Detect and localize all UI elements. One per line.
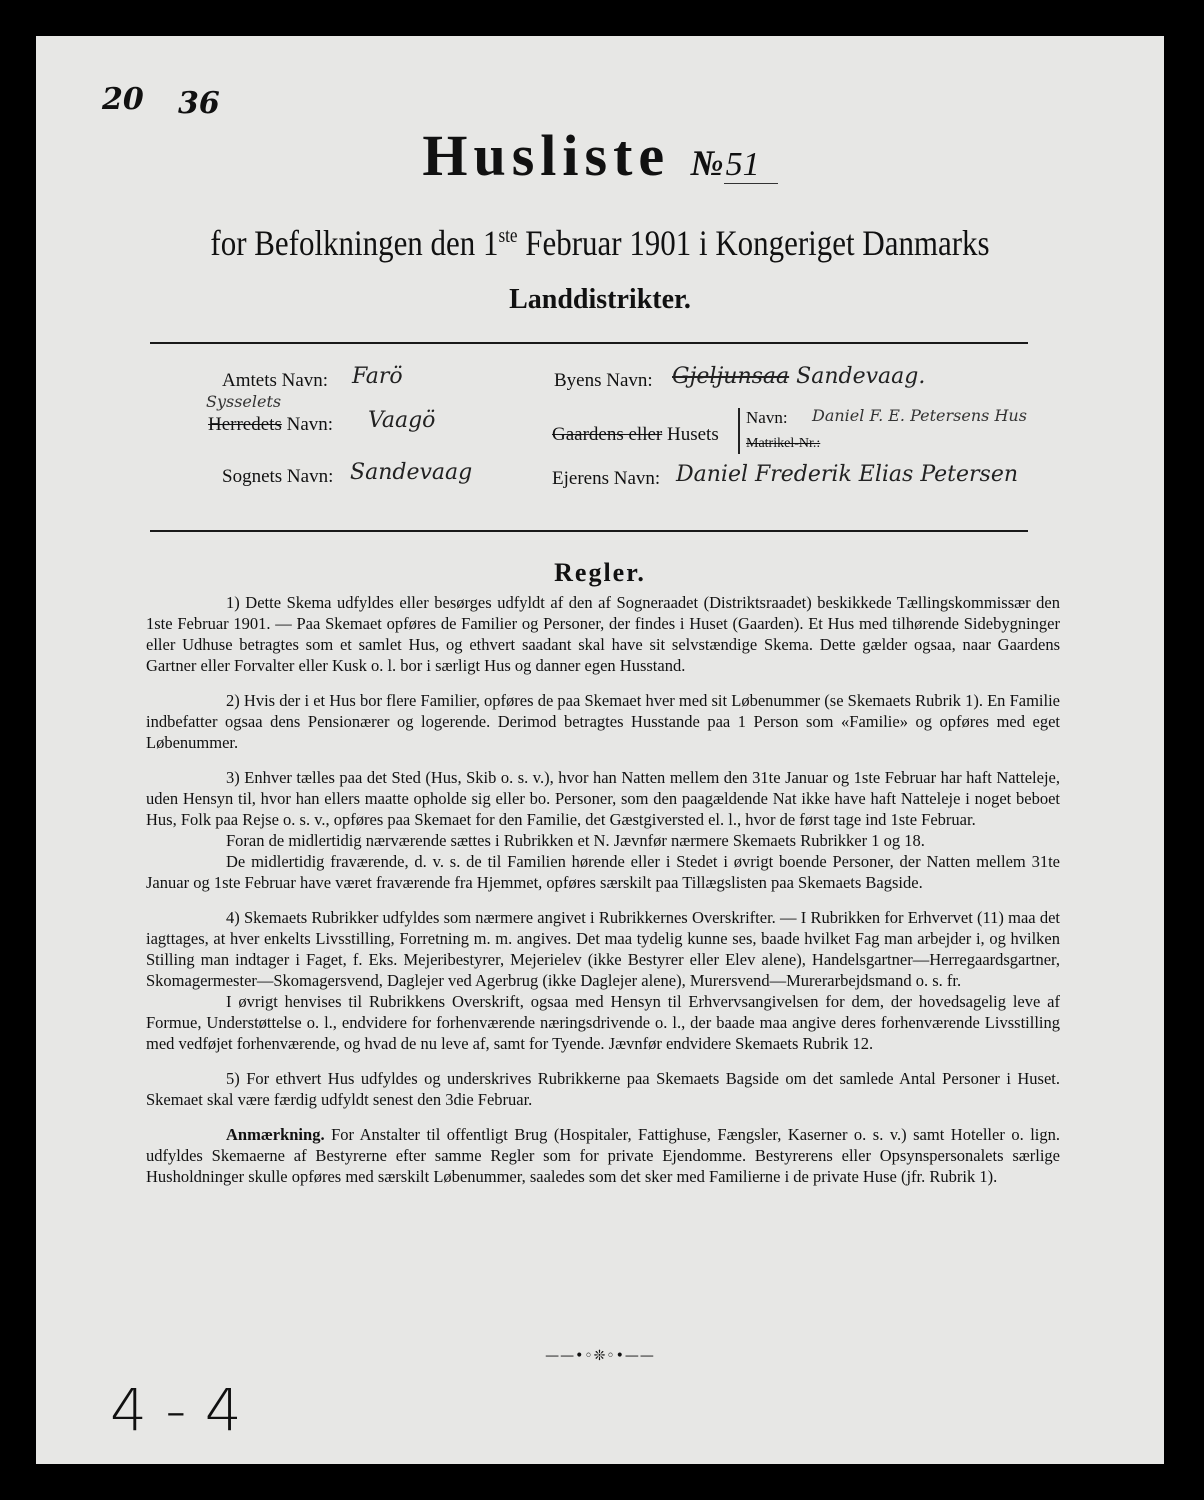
form-subtitle (115, 222, 1085, 264)
corner-stamp: 20 (102, 82, 144, 117)
rules-title: Regler. (554, 558, 646, 587)
form-title (36, 122, 1164, 189)
herred-value: Vaagö (368, 408, 436, 433)
number-value: 51 (724, 146, 778, 184)
rule-2: 2) Hvis der i et Hus bor flere Familier, opføres de paa Skemaet hver med sit Løbenummer (se Skemaets Rubrik 1). En Familie indbefatter ogsaa dens Pensionærer og logerende. Derimod betragtes Husstande paa 1 Person som «Familie» og opføres med eget Løbenummer. (146, 691, 1060, 752)
rule-4b: I øvrigt henvises til Rubrikkens Overskrift, ogsaa med Hensyn til Erhvervsangivelsen for dem, der hovedsagelig leve af Formue, Understøttelse o. l., endvidere for forhenværende næringsdrivende o. l., der baade maa angive deres forhenværende Livsstilling med vedføjet forhenværende, og hvad de nu leve af, samt for Tyende. Jævnfør endvidere Skemaets Rubrik 12. (146, 992, 1060, 1053)
amt-value: Farö (352, 364, 403, 389)
rule-3b: Foran de midlertidig nærværende sættes i Rubrikken et N. Jævnfør nærmere Skemaets Rubrikker 1 og 18. (226, 831, 925, 850)
navn-value: Daniel F. E. Petersens Hus (812, 406, 1027, 425)
page-number: 36 (178, 86, 220, 121)
amt-label: Amtets Navn: (222, 370, 329, 391)
number-label: № (690, 143, 724, 183)
herred-label-struck: Herredets (208, 414, 282, 435)
rule-4: 4) Skemaets Rubrikker udfyldes som nærmere angivet i Rubrikkernes Overskrifter. — I Rubrikken for Erhvervet (11) maa det iagttages, at hver enkelts Livsstilling, Forretning m. m. angives. Det maa tydelig kunne ses, baade hvilket Fag man arbejder i, og hvilken Stilling man indtager i Faget, f. Eks. Mejeribestyrer, Mejerielev (ikke Bestyrer eller Elev alene), Handelsgartner—Herregaardsgartner, Skomagermester—Skomagersvend, Daglejer ved Agerbrug (ikke Daglejer alene), Murersvend—Murerarbejdsmand o. s. fr. (146, 908, 1060, 990)
syssel-handwritten: Sysselets (206, 392, 282, 411)
subtitle-sup: ste (498, 225, 518, 247)
herred-label-text: Navn: (281, 414, 334, 435)
subtitle-pre: for Befolkningen den 1 (210, 223, 499, 263)
rules-body (146, 592, 1060, 1201)
subtitle-post: Februar 1901 i Kongeriget Danmarks (517, 223, 990, 263)
ejer-value: Daniel Frederik Elias Petersen (676, 462, 1019, 487)
title-text: Husliste (422, 123, 671, 188)
gaard-bracket (738, 408, 740, 454)
top-divider (150, 342, 1028, 344)
navn-label: Navn: (746, 408, 788, 427)
by-value-text: Sandevaag. (796, 364, 926, 389)
form-subtitle-2: Landdistrikter. (509, 284, 691, 315)
handwritten-note: 4 - 4 (110, 1376, 242, 1444)
sogn-label: Sognets Navn: (222, 466, 334, 487)
gaard-label (552, 424, 719, 446)
rule-3: 3) Enhver tælles paa det Sted (Hus, Skib o. s. v.), hvor han Natten mellem den 31te Januar og 1ste Februar har haft Natteleje, uden Hensyn til, hvor han ellers maatte opholde sig eller bo. Personer, som den paagældende Nat ikke have haft Natteleje i noget beboet Hus, Folk paa Rejse o. s. v., opføres paa Skemaet for den Familie, det Gæstgiversted el. l., hvor de først tage ind 1ste Februar. (146, 768, 1060, 829)
gaard-label-text: Husets (662, 424, 719, 445)
note-text: For Anstalter til offentligt Brug (Hospitaler, Fattighuse, Fængsler, Kaserner o. s. v.) samt Hoteller o. lign. udfyldes Skemaerne af Bestyrerne efter samme Regler som for private Ejendomme. Bestyrerens eller Opsynspersonalets særlige Husholdninger skulle opføres med særskilt Løbenummer, saaledes som det sker med Familierne i de private Huse (jfr. Rubrik 1). (146, 1125, 1060, 1186)
gaard-label-struck: Gaardens eller (552, 424, 663, 445)
note (146, 1124, 1060, 1187)
by-value-struck: Gjeljunsaa (672, 364, 790, 389)
matrikel-label: Matrikel-Nr.: (746, 436, 821, 451)
rule-1: 1) Dette Skema udfyldes eller besørges udfyldt af den af Sogneraadet (Distriktsraadet) beskikkede Tællingskommissær den 1ste Februar 1901. — Paa Skemaet opføres de Familier og Personer, der findes i Huset (Gaarden). Et Hus med tilhørende Sidebygninger eller Udhuse betragtes som et samlet Hus, og ethvert saadant skal have sit selvstændige Skema. Dette gælder ogsaa, naar Gaardens Gartner eller Forvalter eller Kusk o. l. bor i særligt Hus og danner egen Husstand. (146, 593, 1060, 675)
rule-5: 5) For ethvert Hus udfyldes og underskrives Rubrikkerne paa Skemaets Bagside om det samlede Antal Personer i Huset. Skemaet skal være færdig udfyldt senest den 3die Februar. (146, 1069, 1060, 1109)
by-value (672, 364, 925, 389)
ejer-label: Ejerens Navn: (552, 468, 661, 489)
census-form-page (36, 36, 1164, 1464)
by-label: Byens Navn: (554, 370, 653, 391)
rule-3c: De midlertidig fraværende, d. v. s. de til Familien hørende eller i Stedet i øvrigt boende Personer, der Natten mellem 31te Januar og 1ste Februar have været fraværende fra Hjemmet, opføres særskilt paa Tillægslisten paa Skemaets Bagside. (146, 852, 1060, 892)
note-label: Anmærkning. (226, 1125, 325, 1144)
bottom-divider (150, 530, 1028, 532)
sogn-value: Sandevaag (350, 460, 473, 485)
ornament: ——•◦❊◦•—— (545, 1348, 655, 1364)
herred-label (208, 414, 333, 436)
